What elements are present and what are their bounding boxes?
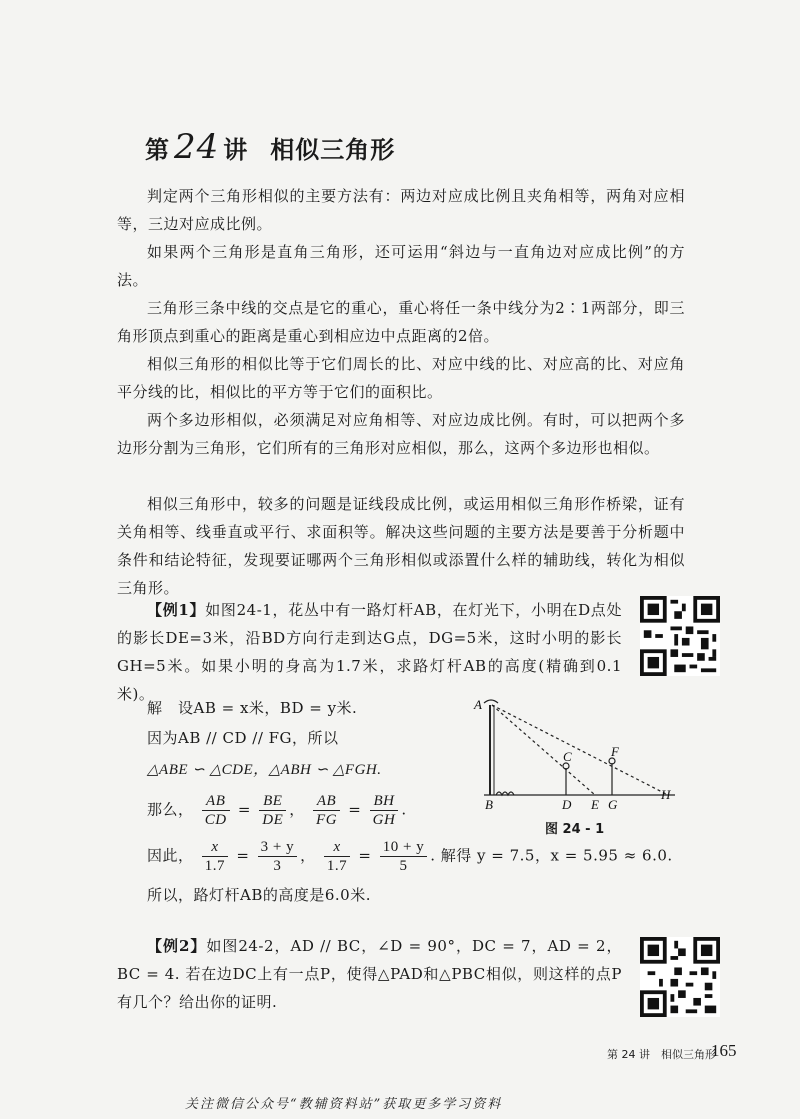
- page-title: [145, 127, 395, 167]
- label-d: D: [562, 797, 572, 812]
- solution-line-5-suffix: . 解得 y = 7.5，x = 5.95 ≈ 6.0.: [430, 846, 673, 865]
- fraction-bh-gh: $\frac{BH}{GH}$: [370, 792, 399, 829]
- intro-paragraph-1: 判定两个三角形相似的主要方法有：两边对应成比例且夹角相等，两角对应相等，三边对应成比例。: [117, 187, 685, 233]
- qr-code-icon[interactable]: [640, 596, 720, 676]
- intro-paragraph-5: 两个多边形相似，必须满足对应角相等、对应边成比例。有时，可以把两个多边形分割为三角形，它们所有的三角形对应相似，那么，这两个多边形也相似。: [117, 411, 685, 457]
- title-number: 24: [174, 127, 220, 167]
- solution-line-3: △ABE ∽ △CDE，△ABH ∽ △FGH.: [147, 762, 382, 778]
- solution-line-5: 因此， $\frac{x}{1.7}$ = $\frac{3 + y}{3}$ ， $\frac{x}{1.7}$ = $\frac{10 + y}{5}$ . 解得 y = 7.5，x = 5.95 ≈ 6.0.: [147, 839, 673, 874]
- intro-paragraph-3: 三角形三条中线的交点是它的重心，重心将任一条中线分为2∶1两部分，即三角形顶点到重心的距离是重心到相应边中点距离的2倍。: [117, 299, 685, 345]
- solution-line-4-prefix: 那么，: [147, 800, 194, 819]
- example1-label: 【例1】: [147, 601, 206, 619]
- solution-line-1: 解 设AB = x米，BD = y米.: [147, 699, 358, 717]
- intro-paragraph-4: 相似三角形的相似比等于它们周长的比、对应中线的比、对应高的比、对应角平分线的比，相似比的平方等于它们的面积比。: [117, 355, 685, 401]
- page-number: 165: [711, 1041, 737, 1060]
- solution-line-5-prefix: 因此，: [147, 846, 194, 865]
- example1-body: 如图24-1，花丛中有一路灯杆AB，在灯光下，小明在D点处的影长DE=3米，沿BD方向行走到达G点，DG=5米，这时小明的影长GH=5米。如果小明的身高为1.7米，求路灯杆AB的高度(精确到0.1米)。: [117, 601, 622, 703]
- label-e: E: [591, 797, 599, 812]
- label-g: G: [608, 797, 618, 812]
- footer-chapter: 第 24 讲 相似三角形: [607, 1048, 716, 1061]
- title-prefix: 第: [145, 135, 170, 164]
- fraction-x-17-a: $\frac{x}{1.7}$: [202, 838, 228, 875]
- example2-text: [117, 932, 622, 1016]
- qr-code-icon[interactable]: [640, 937, 720, 1017]
- fraction-be-de: $\frac{BE}{DE}$: [259, 792, 286, 829]
- intro-paragraph-2: 如果两个三角形是直角三角形，还可运用“斜边与一直角边对应成比例”的方法。: [117, 243, 685, 289]
- fraction-3y-3: $\frac{3 + y}{3}$: [258, 838, 297, 875]
- title-topic: 相似三角形: [270, 135, 396, 164]
- intro-paragraph-6: 相似三角形中，较多的问题是证线段成比例，或运用相似三角形作桥梁，证有关角相等、线垂直或平行、求面积等。解决这些问题的主要方法是要善于分析题中条件和结论特征，发现要证哪两个三角形相似或添置什么样的辅助线，转化为相似三角形。: [117, 495, 685, 597]
- label-a: A: [474, 697, 482, 712]
- label-b: B: [485, 797, 493, 812]
- figure-24-1: [470, 695, 685, 830]
- example2-label: 【例2】: [147, 937, 207, 955]
- lamp-head: [484, 700, 498, 703]
- example1-text: [117, 596, 622, 708]
- label-h: H: [661, 787, 671, 802]
- fraction-x-17-b: $\frac{x}{1.7}$: [324, 838, 350, 875]
- title-suffix: 讲: [223, 135, 249, 164]
- label-f: F: [611, 744, 619, 759]
- label-c: C: [563, 749, 572, 764]
- watermark: 关注微信公众号“教辅资料站”获取更多学习资料: [185, 1097, 503, 1112]
- fraction-ab-fg: $\frac{AB}{FG}$: [313, 792, 340, 829]
- solution-line-2: 因为AB // CD // FG，所以: [147, 729, 339, 747]
- example2-body: 如图24-2，AD // BC，∠D = 90°，DC = 7，AD = 2，BC = 4. 若在边DC上有一点P，使得△PAD和△PBC相似，则这样的点P有几个？给出你的证明.: [117, 937, 622, 1011]
- solution-line-4: 那么， $\frac{AB}{CD}$ = $\frac{BE}{DE}$ ， $\frac{AB}{FG}$ = $\frac{BH}{GH}$ .: [147, 793, 407, 828]
- fraction-10y-5: $\frac{10 + y}{5}$: [380, 838, 427, 875]
- solution-line-6: 所以，路灯杆AB的高度是6.0米.: [147, 886, 371, 904]
- fraction-ab-cd: $\frac{AB}{CD}$: [202, 792, 230, 829]
- figure-caption: 图 24 - 1: [545, 822, 605, 837]
